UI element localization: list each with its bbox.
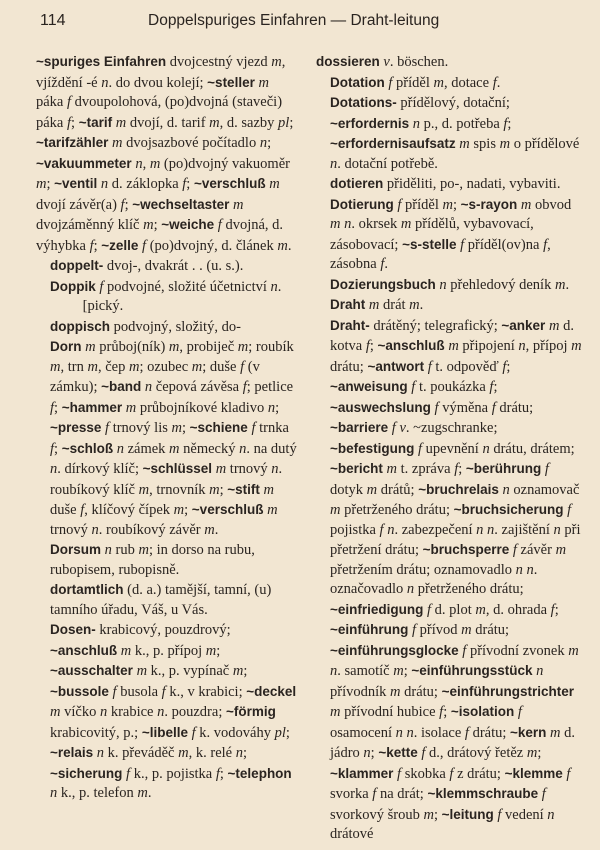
dictionary-entry: Dosen- krabicový, pouzdrový; ~anschluß m k., p. přípoj m; ~ausschalter m k., p. vypínač m; ~bussole f busola f k., v krabici; ~deckel m víčko n krabice n. pouzdra; ~förmig krabicovitý, p.; ~libelle f k. vodováhy pl; ~relais n k. převáděč m, k. relé n; ~sicherung f k., p. pojistka f; ~telephon n k., p. telefon m. bbox=[50, 622, 297, 801]
dictionary-entry: Draht- drátěný; telegrafický; ~anker m d. kotva f; ~anschluß m připojení n, přípoj m drátu; ~antwort f t. odpověď f; ~anweisung f t. poukázka f; ~auswechslung f výměna f drátu; ~barriere f v. ~zugschranke; ~befestigung f upevnění n drátu, drátem; ~bericht m t. zpráva f; ~berührung f dotyk m drátů; ~bruchrelais n oznamovač m přetrženého drátu; ~bruchsicherung f pojistka f n. zabezpečení n n. zajištění n při přetržení drátu; ~bruchsperre f závěr m přetržením drátu; oznamovadlo n n. označovadlo n přetrženého drátu; ~einfriedigung f d. plot m, d. ohrada f; ~einführung f přívod m drátu; ~einführungsglocke f přívodní zvonek m n. samotíč m; ~einführungsstück n přívodník m drátu; ~einführungstrichter m přívodní hubice f; ~isolation f osamocení n n. isolace f drátu; ~kern m d. jádro n; ~kette f d., drátový řetěz m; ~klammer f skobka f z drátu; ~klemme f svorka f na drát; ~klemmschraube f svorkový šroub m; ~leitung f vedení n drátové bbox=[330, 317, 582, 842]
page-number: 114 bbox=[40, 12, 66, 29]
dictionary-entry: doppisch podvojný, složitý, do- bbox=[50, 318, 241, 335]
dictionary-entry: Dotations- přídělový, dotační; ~erfordernis n p., d. potřeba f; ~erfordernisaufsatz m spis m o přídělové n. dotační potřebě. bbox=[330, 95, 580, 172]
dictionary-entry: dotieren přiděliti, po-, nadati, vybaviti. bbox=[330, 176, 561, 192]
dictionary-entry: ~spuriges Einfahren dvojcestný vjezd m, vjíždění -é n. do dvou kolejí; ~steller m páka f dvoupolohová, (po)dvojná (staveči) páka f; ~tarif m dvojí, d. tarif m, d. sazby pl; ~tarifzähler m dvojsazbové počítadlo n; ~vakuummeter n, m (po)dvojný vakuoměr m; ~ventil n d. záklopka f; ~verschluß m dvojí závěr(a) f; ~wechseltaster m dvojzáměnný klíč m; ~weiche f dvojná, d. výhybka f; ~zelle f (po)dvojný, d. článek m. bbox=[36, 54, 294, 254]
page-header bbox=[0, 0, 600, 40]
dictionary-entry: doppelt- dvoj-, dvakrát . . (u. s.). bbox=[50, 258, 244, 274]
dictionary-entry: Draht m drát m. bbox=[330, 297, 424, 313]
left-column bbox=[36, 52, 298, 804]
dictionary-entry: dossieren v. böschen. bbox=[316, 54, 449, 70]
dictionary-entry: Dotierung f příděl m; ~s-rayon m obvod m n. okrsek m přídělů, vybavovací, zásobovací; ~s-stelle f příděl(ov)na f, zásobna f. bbox=[330, 196, 572, 272]
dictionary-entry: Dotation f příděl m, dotace f. bbox=[330, 74, 501, 91]
dictionary-entry: Doppik f podvojné, složité účetnictví n. [pický. bbox=[50, 278, 282, 314]
dictionary-entry: dortamtlich (d. a.) tamější, tamní, (u) tamního úřadu, Váš, u Vás. bbox=[50, 582, 272, 618]
right-column bbox=[316, 52, 582, 845]
dictionary-entry: Dorsum n rub m; in dorso na rubu, rubopisem, rubopisně. bbox=[50, 542, 255, 578]
dictionary-entry: Dozierungsbuch n přehledový deník m. bbox=[330, 276, 570, 293]
dictionary-entry: Dorn m průboj(ník) m, probiječ m; roubík m, trn m, čep m; ozubec m; duše f (v zámku); ~band n čepová závěsa f; petlice f; ~hammer m průbojníkové kladivo n; ~presse f trnový lis m; ~schiene f trnka f; ~schloß n zámek m německý n. na dutý n. dírkový klíč; ~schlüssel m trnový n. roubíkový klíč m, trnovník m; ~stift m duše f, klíčový čípek m; ~verschluß m trnový n. roubíkový závěr m. bbox=[50, 339, 297, 538]
running-title: Doppelspuriges Einfahren — Draht-leitung bbox=[148, 12, 440, 29]
